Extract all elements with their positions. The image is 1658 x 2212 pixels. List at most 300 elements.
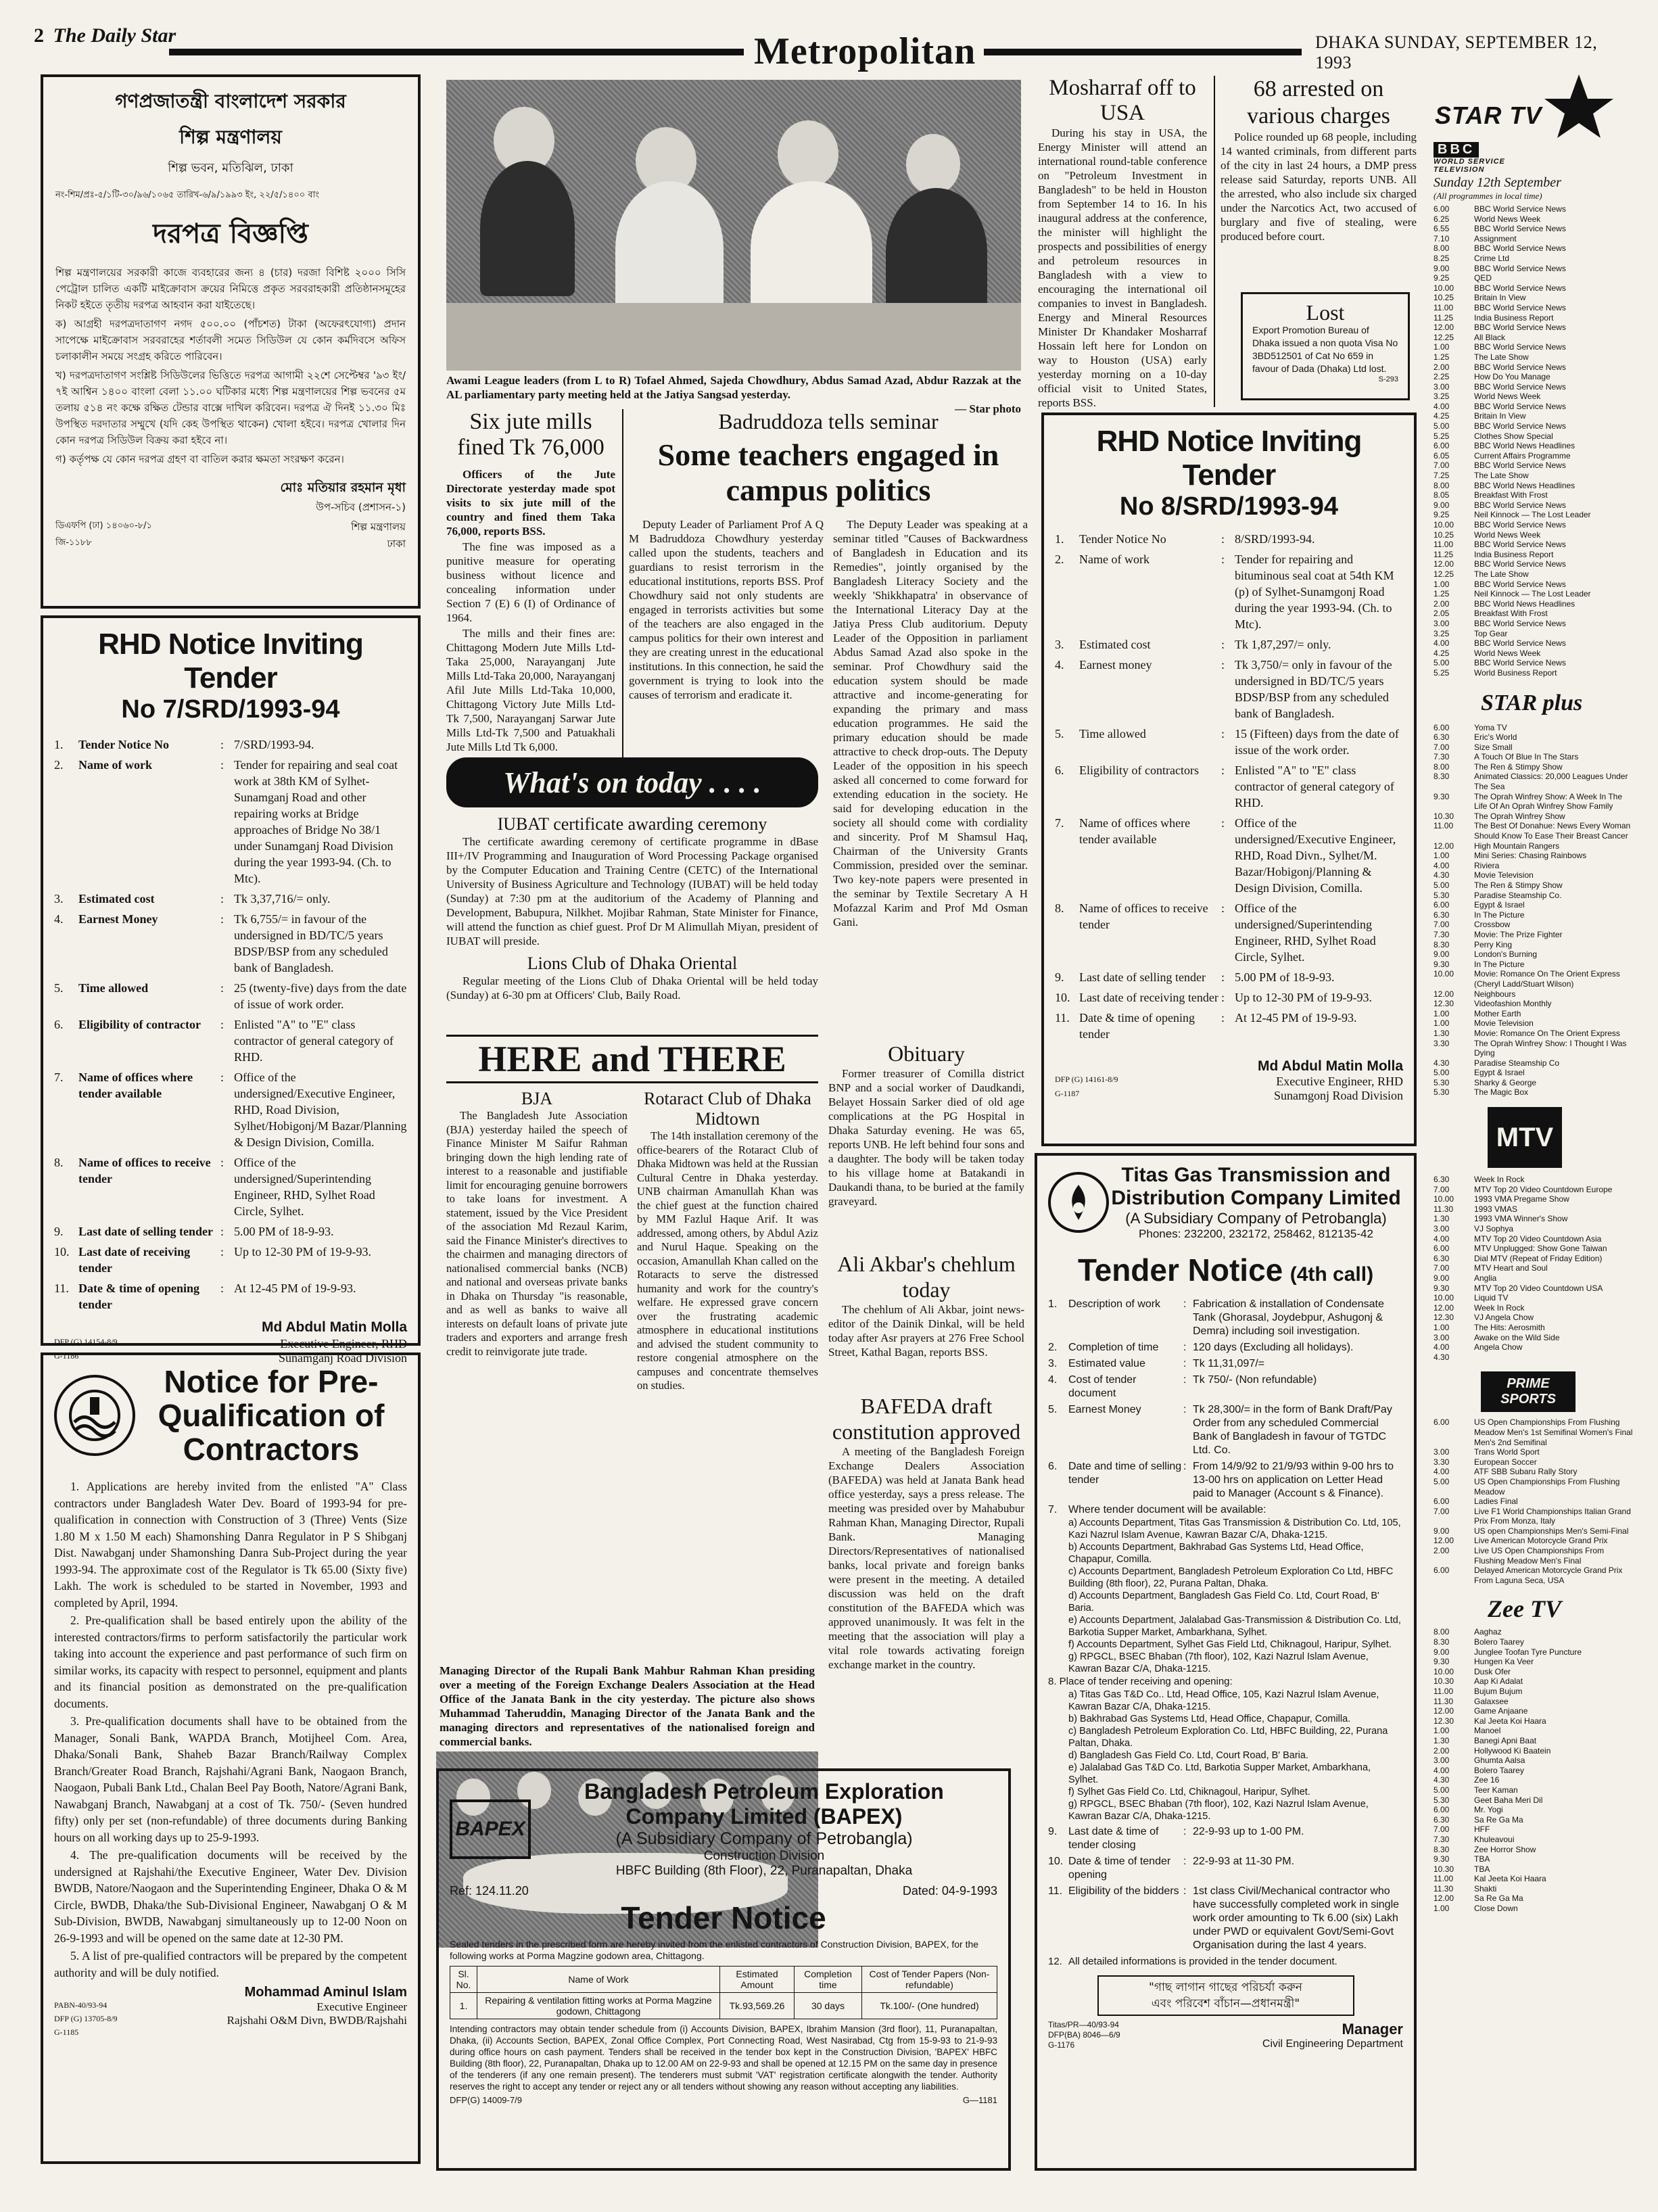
tv-time: 8.25 — [1434, 253, 1450, 263]
tv-time: 10.30 — [1434, 811, 1454, 821]
tv-time: 8.00 — [1434, 243, 1450, 254]
tv-programme: BBC World Service News — [1474, 618, 1566, 628]
lost-code: S-293 — [1378, 375, 1398, 383]
tv-listing-row — [1434, 841, 1636, 851]
tv-programme: The Late Show — [1474, 569, 1529, 579]
tv-programme: Aaghaz — [1474, 1627, 1502, 1637]
tv-listing-row — [1434, 1716, 1636, 1726]
bbc-logo: BBC — [1434, 142, 1636, 158]
tv-time: 1.00 — [1434, 342, 1450, 352]
star-plus-schedule — [1434, 723, 1636, 1098]
bangla-intro: শিল্প মন্ত্রণালয়ের সরকারী কাজে ব্যবহারের জন্য ৪ (চার) দরজা বিশিষ্ট ২০০০ সিসি পেট্রোল চালিত একটি মাইক্রোবাস ক্রয়ের নিমিত্তে প্রকৃত সরবরাহকারী প্রতিষ্ঠানসমূহের নিকট হইতে তৃতীয় দরপত্র আহবান করা যাইতেছে। — [55, 266, 406, 311]
tv-time: 2.00 — [1434, 1546, 1450, 1556]
bapex-code2: G—1181 — [962, 2095, 997, 2105]
rotaract-headline: Rotaract Club of Dhaka Midtown — [644, 1089, 811, 1129]
tv-time: 11.30 — [1434, 1204, 1454, 1214]
tv-programme: BBC World Service News — [1474, 243, 1566, 254]
tv-time: 11.25 — [1434, 549, 1454, 559]
tv-time: 4.30 — [1434, 1058, 1450, 1068]
tv-time: 12.30 — [1434, 1716, 1454, 1726]
bangla-item-k: ক) আগ্রহী দরপত্রদাতাগণ নগদ ৫০০.০০ (পাঁচশত) টাকা (অফেরৎযোগ্য) প্রদান সাপেক্ষে মাইক্রোবাস সরবরাহের শর্তাবলী সমেত সিডিউল যে কোন কর্মদিবসে অফিস চলাকালীন সময়ে সংগ্রহ করিতে পারিবেন। — [55, 318, 406, 362]
bapex-tender-notice — [436, 1768, 1011, 2171]
tv-listing-row — [1434, 1175, 1636, 1185]
tv-programme: Junglee Toofan Tyre Puncture — [1474, 1647, 1582, 1657]
lost-notice — [1241, 292, 1410, 400]
tv-listing-row — [1434, 214, 1636, 225]
iubat-text: The certificate awarding ceremony of certificate programme in dBase III+/IV Programming and Inauguration of Word Processing Package organised by the Computer Education and Training Centre (CETC) of the International University of Business Agriculture and Technology (IUBAT) will be held today (Sunday) at 7:30 pm at the auditorium of the Academy of Planning and Development, Babupura, Nilkhet. Mojibar Rahman, State Minister for Finance, will attend the function as chief guest. Prof Dr M Alimullah Miyan, president of IUBAT will preside. — [446, 835, 818, 947]
tv-listing-row — [1434, 520, 1636, 530]
tv-time: 1.30 — [1434, 1028, 1450, 1038]
photo1-caption: Awami League leaders (from L to R) Tofael Ahmed, Sajeda Chowdhury, Abdus Samad Azad, Abdur Razzak at the AL parliamentary party meeting held at the Jatiya Sangsad yesterday. — Star photo — [446, 374, 1021, 415]
tv-time: 5.00 — [1434, 1476, 1450, 1486]
tv-programme: BBC World Service News — [1474, 302, 1566, 312]
titas-row: 11. Eligibility of the bidders : 1st class Civil/Mechanical contractor who have successfully completed work in single work order amounting to Tk 6.00 (six) Lakh under PWD or equivalent Govt/Semi-Govt Organisation during the last 4 years. — [1048, 1885, 1400, 1951]
bangla-item-g: গ) কর্তৃপক্ষ যে কোন দরপত্র গ্রহণ বা বাতিল করার ক্ষমতা সংরক্ষণ করেন। — [55, 453, 344, 465]
here-and-there-section — [446, 1035, 818, 1407]
tv-programme: Khuleavoui — [1474, 1834, 1515, 1844]
tv-listing-row — [1434, 1009, 1636, 1019]
jute-para-2: The fine was imposed as a punitive measure for operating business without licence and concealing information under Section 7 (E) 6 (I) of Ordinance of 1964. — [446, 540, 615, 624]
prequalification-notice — [41, 1352, 421, 2164]
tv-programme: Week In Rock — [1474, 1175, 1525, 1185]
bangla-signer-office: শিল্প মন্ত্রণালয় — [351, 521, 406, 533]
tv-time: 9.00 — [1434, 1647, 1450, 1657]
tv-time: 10.25 — [1434, 293, 1454, 303]
tv-time: 10.30 — [1434, 1864, 1454, 1874]
tv-programme: Teer Kaman — [1474, 1785, 1518, 1795]
titas-row: 2. Completion of time : 120 days (Excluding all holidays). — [1048, 1342, 1354, 1353]
tv-time: 9.30 — [1434, 1854, 1450, 1864]
rhd-tender-notice-8 — [1041, 413, 1417, 1146]
tv-programme: Banegi Apni Baat — [1474, 1735, 1537, 1745]
tv-programme: Movie Television — [1474, 1018, 1534, 1029]
tv-time: 6.30 — [1434, 732, 1450, 743]
zee-tv-logo: Zee TV — [1488, 1595, 1561, 1623]
badruddoza-kicker: Badruddoza tells seminar — [718, 409, 939, 433]
tv-programme: Paradise Steamship Co. — [1474, 890, 1562, 900]
tv-time: 8.00 — [1434, 1627, 1450, 1637]
photo2-caption: Managing Director of the Rupali Bank Mahbur Rahman Khan presiding over a meeting of the Foreign Exchange Dealers Association at the Head Office of the Janata Bank in the city yesterday. The picture also shows Muhammad Taheruddin, Managing Director of the Janata Bank and the managing directors and representatives of the nationalised foreign and commercial banks. — [440, 1664, 815, 1748]
rhd7-row: 10. Last date of receiving tender : Up to 12-30 PM of 19-9-93. — [54, 1245, 371, 1275]
tv-programme: MTV Top 20 Video Countdown Europe — [1474, 1184, 1613, 1194]
whats-on-banner: What's on today . . . . — [446, 757, 818, 807]
rhd8-row: 8. Name of offices to receive tender : Office of the undersigned/Superintending Engineer, RHD, Sylhet Road Circle, Sylhet. — [1055, 901, 1376, 964]
tv-listing-row — [1434, 1214, 1636, 1224]
tv-listing-row — [1434, 402, 1636, 412]
tv-programme: MTV Unplugged: Show Gone Taiwan — [1474, 1244, 1607, 1254]
tv-listing-row — [1434, 1018, 1636, 1029]
tv-programme: US open Championships Men's Semi-Final — [1474, 1526, 1629, 1536]
tv-listing-row — [1434, 649, 1636, 659]
bapex-subtitle: (A Subsidiary Company of Petrobangla) — [615, 1829, 913, 1848]
preq-para-5: 5. A list of pre-qualified contractors will be prepared by the competent authority and will be duly notified. — [54, 1949, 407, 1979]
tv-listing-row — [1434, 999, 1636, 1009]
tv-programme: Eric's World — [1474, 732, 1517, 743]
tv-programme: US Open Championships From Flushing Meadow Men's 1st Semifinal Women's Final Men's 2nd Semifinal — [1474, 1417, 1633, 1447]
tv-time: 11.30 — [1434, 1696, 1454, 1706]
tv-time: 9.30 — [1434, 1657, 1450, 1667]
tv-listing-row — [1434, 891, 1636, 901]
tv-time: 8.00 — [1434, 761, 1450, 772]
tv-listing-row — [1434, 811, 1636, 822]
tv-time: 7.00 — [1434, 1506, 1450, 1516]
titas-row: 1. Description of work : Fabrication & installation of Condensate Tank (Ghorasal, Joydebpur, Ashugonj & Demra) including soil investigation. — [1048, 1298, 1384, 1337]
titas-subtitle: (A Subsidiary Company of Petrobangla) — [1125, 1210, 1387, 1227]
tv-programme: MTV Heart and Soul — [1474, 1263, 1548, 1273]
tv-time: 7.00 — [1434, 1263, 1450, 1273]
tv-listing-row — [1434, 1884, 1636, 1894]
tv-time: 5.25 — [1434, 431, 1450, 441]
list-item: c) Bangladesh Petroleum Exploration Co. Ltd, HBFC Building, 22, Purana Paltan, Dhaka. — [1068, 1726, 1388, 1749]
tv-time: 6.30 — [1434, 1253, 1450, 1263]
rhd8-row: 6. Eligibility of contractors : Enlisted "A" to "E" class contractor of general category of RHD. — [1055, 763, 1394, 809]
tv-time: 9.00 — [1434, 1526, 1450, 1536]
tv-listing-row — [1434, 411, 1636, 421]
tv-listing-row — [1434, 1795, 1636, 1806]
tv-programme: Sa Re Ga Ma — [1474, 1893, 1523, 1904]
tv-time: 12.00 — [1434, 559, 1454, 569]
rhd8-title: RHD Notice Inviting Tender — [1096, 425, 1362, 492]
tv-time: 1.00 — [1434, 579, 1450, 589]
titas-places-list — [1048, 1689, 1403, 1822]
rhd7-signer-title2: Sunamganj Road Division — [279, 1351, 407, 1365]
tv-time: 6.55 — [1434, 224, 1450, 234]
rhd8-row: 11. Date & time of opening tender : At 12-45 PM of 19-9-93. — [1055, 1011, 1357, 1041]
tv-time: 1.00 — [1434, 1904, 1450, 1914]
tv-time: 2.00 — [1434, 362, 1450, 372]
preq-title: Notice for Pre-Qualification of Contractors — [158, 1364, 385, 1467]
tv-listing-row — [1434, 910, 1636, 920]
tv-programme: Geet Baha Meri Dil — [1474, 1795, 1543, 1805]
tv-programme: Assignment — [1474, 233, 1517, 243]
tv-programme: Kal Jeeta Koi Haara — [1474, 1716, 1546, 1726]
titas-row: 6. Date and time of selling tender : From 14/9/92 to 21/9/93 within 9-00 hrs to 13-00 hrs on application on Letter Head paid to Manager (Account s & Finance). — [1048, 1461, 1394, 1499]
tv-time: 9.30 — [1434, 959, 1450, 969]
badruddoza-col1: Deputy Leader of Parliament Prof A Q M Badruddoza Chowdhury yesterday called upon the students, teachers and guardians to resist terrorism in the educational institutions, reports BSS. Prof Chowdhury said not only students are engaged in terrorists activities but some of the teachers are also engaged in the campus politics for their own interest and they are creating unrest in the educational institutions. In this connection, he said the government is trying to look into the causes of terrorism and eradicate it. — [629, 518, 824, 701]
titas-title2: Distribution Company Limited — [1111, 1187, 1401, 1209]
titas-signer: Manager — [1342, 2021, 1403, 2038]
tv-listing-row — [1434, 352, 1636, 362]
tv-listing-row — [1434, 1546, 1636, 1566]
tv-time: 2.05 — [1434, 609, 1450, 619]
tv-programme: Dusk Ofer — [1474, 1666, 1511, 1676]
tv-time: 5.00 — [1434, 880, 1450, 890]
tv-listing-row — [1434, 1467, 1636, 1477]
titas-row: 7. Where tender document will be available: — [1048, 1504, 1266, 1515]
bangla-code2: জি-১১৮৮ — [55, 538, 92, 548]
masthead-rule-left — [169, 49, 744, 55]
rhd8-number: No 8/SRD/1993-94 — [1119, 492, 1339, 521]
tv-programme: US Open Championships From Flushing Meadow — [1474, 1476, 1620, 1497]
tv-listing-row — [1434, 1185, 1636, 1195]
tv-time: 10.30 — [1434, 1676, 1454, 1687]
tv-programme: The Hits: Aerosmith — [1474, 1322, 1545, 1332]
tv-programme: Videofashion Monthly — [1474, 999, 1552, 1009]
tv-listing-row — [1434, 1224, 1636, 1234]
tv-listing-row — [1434, 609, 1636, 619]
tv-listing-row — [1434, 762, 1636, 772]
rhd7-code1: DFP (G) 14154-8/9 — [54, 1337, 118, 1346]
dateline: DHAKA SUNDAY, SEPTEMBER 12, 1993 — [1315, 32, 1598, 72]
tv-programme: Perry King — [1474, 939, 1513, 949]
titas-notice-title: Tender Notice — [1077, 1252, 1283, 1288]
tv-time: 7.00 — [1434, 1184, 1450, 1194]
tv-programme: BBC World Service News — [1474, 401, 1566, 411]
tv-programme: TBA — [1474, 1854, 1490, 1864]
tv-listing-row — [1434, 1566, 1636, 1585]
list-item: b) Bakhrabad Gas Systems Ltd, Head Office, Chapapur, Comilla. — [1068, 1714, 1351, 1724]
tv-listing-row — [1434, 732, 1636, 743]
tv-time: 5.00 — [1434, 1068, 1450, 1078]
tv-listing-row — [1434, 743, 1636, 753]
tv-time: 12.30 — [1434, 999, 1454, 1009]
tv-programme: Live American Motorcycle Grand Prix — [1474, 1536, 1608, 1546]
preq-para-1: 1. Applications are hereby invited from the enlisted "A" Class contractors under Bangladesh Water Dev. Board of 1993-94 for pre-qualification in connection with Construction of 3 (Three) Vents (Size 1.80 M x 1.50 M each) Shamonshing Danra Regulator in P S Shibganj Dist. Nawabganj under Shamonshing Danra Sub-Project during the year 1993-94. The approximate cost of the Regulator is Tk 65.00 (Sixty five) Lakh. The work is scheduled to be started in November, 1993 and completed by April, 1994. — [54, 1480, 407, 1609]
rhd7-signer-title1: Executive Engineer, RHD — [280, 1337, 407, 1350]
tv-programme: Week In Rock — [1474, 1302, 1525, 1313]
tv-programme: Current Affairs Programme — [1474, 450, 1571, 461]
tv-programme: BBC World Service News — [1474, 263, 1566, 273]
rhd8-row: 2. Name of work : Tender for repairing and bituminous seal coat at 54th KM (p) of Sylhet-Sunamgonj Road during the year 1993-94. (Ch. to Mtc). — [1055, 552, 1394, 631]
tv-time: 1.00 — [1434, 1018, 1450, 1029]
tv-programme: Galaxsee — [1474, 1696, 1509, 1706]
tv-listing-row — [1434, 382, 1636, 392]
tv-time: 9.25 — [1434, 510, 1450, 520]
tv-programme: Clothes Show Special — [1474, 431, 1553, 441]
tv-listing-row — [1434, 1536, 1636, 1546]
bapex-intro: Sealed tenders in the prescribed form are hereby invited from the enlisted contractors of Construction Division, BAPEX, for the following works at Porma Magzine godown area, Chittagong. — [450, 1939, 979, 1961]
titas-slogan-line2: এবং পরিবেশ বাঁচান—প্রধানমন্ত্রী" — [1151, 1997, 1300, 2010]
tv-programme: Game Anjaane — [1474, 1706, 1528, 1716]
tv-programme: TBA — [1474, 1864, 1490, 1874]
tv-programme: Riviera — [1474, 860, 1500, 870]
titas-code2: DFP(BA) 8046—6/9 — [1048, 2030, 1120, 2040]
tv-time: 12.30 — [1434, 1313, 1454, 1323]
tv-programme: The Ren & Stimpy Show — [1474, 880, 1563, 890]
tv-listing-row — [1434, 1697, 1636, 1707]
tv-time: 6.30 — [1434, 910, 1450, 920]
tv-time: 12.25 — [1434, 569, 1454, 579]
tv-listing-row — [1434, 1333, 1636, 1343]
tv-time: 4.00 — [1434, 1467, 1450, 1477]
tv-listing-row — [1434, 1263, 1636, 1273]
article-obituary — [828, 1041, 1024, 1244]
tv-programme: VJ Angela Chow — [1474, 1313, 1534, 1323]
tv-date: Sunday 12th September — [1434, 175, 1561, 190]
tv-time: 8.05 — [1434, 490, 1450, 500]
tv-programme: VJ Sophya — [1474, 1224, 1514, 1234]
tv-programme: Dial MTV (Repeat of Friday Edition) — [1474, 1253, 1603, 1263]
tv-time: 6.00 — [1434, 900, 1450, 910]
tv-listing-row — [1434, 1058, 1636, 1068]
tv-programme: Kal Jeeta Koi Haara — [1474, 1874, 1546, 1884]
tv-time: 7.10 — [1434, 233, 1450, 243]
tv-listing-row — [1434, 333, 1636, 343]
rhd7-number: No 7/SRD/1993-94 — [121, 695, 340, 724]
tv-programme: BBC World Service News — [1474, 323, 1566, 333]
tv-time: 4.25 — [1434, 411, 1450, 421]
tv-programme: Hollywood Ki Baatein — [1474, 1745, 1551, 1756]
tv-listing-row — [1434, 723, 1636, 733]
tv-listing-row — [1434, 1194, 1636, 1204]
tv-programme: MTV Top 20 Video Countdown Asia — [1474, 1233, 1602, 1244]
prime-sports-logo: PRIME SPORTS — [1481, 1371, 1576, 1412]
tv-time: 6.25 — [1434, 214, 1450, 224]
rhd8-signer-title2: Sunamgonj Road Division — [1273, 1089, 1403, 1102]
tv-time: 10.00 — [1434, 1293, 1454, 1303]
tv-programme: Bolero Taarey — [1474, 1637, 1524, 1647]
tv-programme: World News Week — [1474, 530, 1541, 540]
bwdb-logo-icon — [54, 1375, 135, 1456]
tv-programme: World News Week — [1474, 392, 1541, 402]
tv-programme: Bujum Bujum — [1474, 1687, 1523, 1696]
tv-programme: Liquid TV — [1474, 1293, 1509, 1303]
tv-time: 7.00 — [1434, 461, 1450, 471]
tv-listing-row — [1434, 1273, 1636, 1284]
tv-listing-row — [1434, 1234, 1636, 1244]
obituary-text: Former treasurer of Comilla district BNP and a social worker of Daudkandi, Belayet Hossain Sarker died of old age complications at the PG Hospital in Dhaka Saturday evening. He was 65, reports UNB. He left behind four sons and a daughter. The body will be taken today to his village home at Batakandi in Daukandi thana, to be buried at the family graveyard. — [828, 1067, 1024, 1208]
tv-time: 7.00 — [1434, 1825, 1450, 1835]
tv-time: 10.00 — [1434, 1194, 1454, 1204]
tv-listing-row — [1434, 303, 1636, 313]
tv-time: 4.25 — [1434, 648, 1450, 658]
tv-programme: Size Small — [1474, 742, 1513, 752]
photo-awami-league-leaders — [446, 80, 1021, 371]
bangla-signer-city: ঢাকা — [387, 538, 406, 550]
tv-time: 1.25 — [1434, 352, 1450, 362]
titas-slogan-line1: "গাছ লাগান গাছের পরিচর্যা করুন — [1149, 1981, 1302, 1994]
tv-programme: 1993 VMA Winner's Show — [1474, 1214, 1568, 1224]
tv-time: 1.25 — [1434, 589, 1450, 599]
preq-signer-title2: Rajshahi O&M Divn, BWDB/Rajshahi — [227, 2014, 407, 2027]
rhd8-code2: G-1187 — [1055, 1089, 1080, 1098]
jute-headline: Six jute mills fined Tk 76,000 — [457, 409, 605, 460]
arrested-headline: 68 arrested on various charges — [1247, 76, 1390, 128]
bbc-schedule — [1434, 204, 1636, 678]
tv-programme: Sharky & George — [1474, 1077, 1537, 1087]
tv-listing-row — [1434, 930, 1636, 940]
tv-listing-row — [1434, 1785, 1636, 1795]
tv-listing-row — [1434, 1805, 1636, 1815]
tv-programme: Close Down — [1474, 1904, 1518, 1914]
bapex-code1: DFP(G) 14009-7/9 — [450, 2095, 522, 2105]
titas-place-title: 8. Place of tender receiving and opening: — [1048, 1676, 1233, 1687]
tv-time: 3.00 — [1434, 1332, 1450, 1342]
titas-available-list — [1048, 1517, 1403, 1675]
tv-listing-row — [1434, 1706, 1636, 1716]
tv-programme: BBC World Service News — [1474, 638, 1566, 649]
tv-programme: In The Picture — [1474, 910, 1525, 920]
list-item: a) Titas Gas T&D Co.. Ltd, Head Office, 105, Kazi Nazrul Islam Avenue, Kawran Bazar C/A, Dhaka-1215. — [1068, 1689, 1379, 1712]
whats-on-section — [446, 757, 818, 1014]
tv-listing-row — [1434, 441, 1636, 451]
tv-programme: Paradise Steamship Co — [1474, 1058, 1560, 1068]
tv-programme: High Mountain Rangers — [1474, 841, 1560, 851]
bapex-body: Intending contractors may obtain tender schedule from (i) Accounts Division, BAPEX, Ibrahim Mansion (3rd floor), 11, Puranapaltan, Dhaka, (ii) Accounts Section, BAPEX, Zonal Office Complex, Port Connecting Road, West Nasirabad, Ctg from 15-9-93 to 21-9-93 during office hours on cash payment. Tenders shall be received in the tender box kept in the Construction Division, 'BAPEX' HBFC Building (8th floor), 22, Puranapaltan, Dhaka up to 12.00 AM on 22-9-93 and shall be opened at 12.15 PM on the same day in presence of the tenderers (if any one remain present). The tenderers must submit 'VAT' registration certificate alongwith the tender. Authority reserves the right to accept any tender or reject any or all tenders without showing any reason without accepting any liabilities. — [450, 2024, 997, 2092]
tv-listings — [1434, 73, 1636, 2183]
tv-listing-row — [1434, 1303, 1636, 1313]
lions-text: Regular meeting of the Lions Club of Dhaka Oriental will be held today (Sunday) at 6-30 pm at Officers' Club, Baily Road. — [446, 974, 818, 1002]
titas-row: 3. Estimated value : Tk 11,31,097/= — [1048, 1358, 1264, 1369]
tv-time: 3.25 — [1434, 392, 1450, 402]
tv-programme: 1993 VMA Pregame Show — [1474, 1194, 1569, 1204]
tv-time: 4.30 — [1434, 870, 1450, 880]
rhd8-row: 9. Last date of selling tender : 5.00 PM of 18-9-93. — [1055, 970, 1335, 984]
tv-listing-row — [1434, 1657, 1636, 1667]
tv-programme: Awake on the Wild Side — [1474, 1332, 1560, 1342]
tv-listing-row — [1434, 1447, 1636, 1457]
tv-programme: Hungen Ka Veer — [1474, 1657, 1534, 1667]
rhd-tender-notice-7 — [41, 615, 421, 1365]
bangla-govt-line: গণপ্রজাতন্ত্রী বাংলাদেশ সরকার — [115, 90, 346, 112]
tv-time: 3.00 — [1434, 1224, 1450, 1234]
tv-time: 1.00 — [1434, 1008, 1450, 1018]
tv-listing-row — [1434, 599, 1636, 609]
badruddoza-headline: Some teachers engaged in campus politics — [657, 438, 999, 507]
rhd7-row: 3. Estimated cost : Tk 3,37,716/= only. — [54, 892, 331, 905]
tv-listing-row — [1434, 1667, 1636, 1677]
tv-listing-row — [1434, 638, 1636, 649]
tv-listing-row — [1434, 900, 1636, 910]
tv-programme: 1993 VMAS — [1474, 1204, 1518, 1214]
tv-time: 1.30 — [1434, 1735, 1450, 1745]
ali-akbar-headline: Ali Akbar's chehlum today — [837, 1252, 1016, 1302]
tv-time: 9.00 — [1434, 500, 1450, 510]
tv-programme: The Best Of Donahue: News Every Woman Should Know To Ease Their Breast Cancer — [1474, 821, 1631, 841]
tv-programme: Anglia — [1474, 1273, 1497, 1283]
here-there-banner: HERE and THERE — [446, 1035, 818, 1083]
tv-time: 5.00 — [1434, 658, 1450, 668]
tv-listing-row — [1434, 1736, 1636, 1746]
tv-listing-row — [1434, 960, 1636, 970]
tv-time: 9.30 — [1434, 791, 1450, 801]
column-divider — [622, 409, 623, 771]
tv-time: 4.00 — [1434, 1765, 1450, 1775]
bangla-tender-notice — [41, 74, 421, 609]
tv-listing-row — [1434, 273, 1636, 283]
tv-programme: Zee 16 — [1474, 1775, 1500, 1785]
tv-programme: India Business Report — [1474, 312, 1554, 323]
bangla-signer-title: উপ-সচিব (প্রশাসন-১) — [316, 501, 406, 513]
tv-time: 9.00 — [1434, 263, 1450, 273]
bapex-division: Construction Division — [703, 1849, 825, 1863]
tv-listing-row — [1434, 589, 1636, 599]
iubat-headline: IUBAT certificate awarding ceremony — [497, 814, 767, 834]
section-title: Metropolitan — [754, 30, 976, 72]
tv-listing-row — [1434, 1676, 1636, 1687]
tv-listing-row — [1434, 342, 1636, 352]
tv-programme: BBC World Service News — [1474, 421, 1566, 431]
tv-programme: BBC World News Headlines — [1474, 480, 1576, 490]
tv-listing-row — [1434, 1352, 1636, 1363]
tv-listing-row — [1434, 580, 1636, 590]
tv-time: 6.00 — [1434, 1244, 1450, 1254]
tv-time: 11.00 — [1434, 1687, 1454, 1696]
tv-programme: Sa Re Ga Ma — [1474, 1814, 1523, 1825]
tv-listing-row — [1434, 772, 1636, 791]
tv-programme: World Business Report — [1474, 667, 1557, 678]
tv-programme: The Oprah Winfrey Show — [1474, 811, 1565, 821]
tv-time: 1.30 — [1434, 1214, 1450, 1224]
tv-time: 3.00 — [1434, 381, 1450, 392]
titas-slogan-box — [1097, 1975, 1354, 2016]
bafeda-text: A meeting of the Bangladesh Foreign Exchange Dealers Association (BAFEDA) was held at Janata Bank head office yesterday, says a press release. The meeting was presided over by Mahabubur Rahman Khan, Managing Director, Rupali Bank. Managing Directors/Representatives of nationalised banks, local private and foreign banks were present in the meeting. A detailed discussion was held on the draft constitution of the BAFEDA which was approved unanimously. It was felt in the meeting that the association will play a vital role towards activating foreign exchange market in the country. — [828, 1445, 1024, 1671]
tv-listing-row — [1434, 490, 1636, 500]
tv-listing-row — [1434, 969, 1636, 989]
tv-time: 10.00 — [1434, 969, 1454, 979]
preq-para-4: 4. The pre-qualification documents will be received by the undersigned at Rajshahi/the Executive Engineer, Water Dev. Division BWDB, Natore/Naogaon and the Superintending Engineer, Dhaka O & M Circle, BWDB, Dhaka/the Sub-Divisional Engineer, Nawabganj O & M Sub-Division, BWDB, Nawabganj simultaneously up to 12-00 Noon on 26-9-1993 and will be opened on the same date at 12-30 PM. — [54, 1848, 407, 1945]
rhd8-row: 4. Earnest money : Tk 3,750/= only in favour of the undersigned in BD/TC/5 years BDSP/BSP from any scheduled bank of Bangladesh. — [1055, 658, 1392, 720]
